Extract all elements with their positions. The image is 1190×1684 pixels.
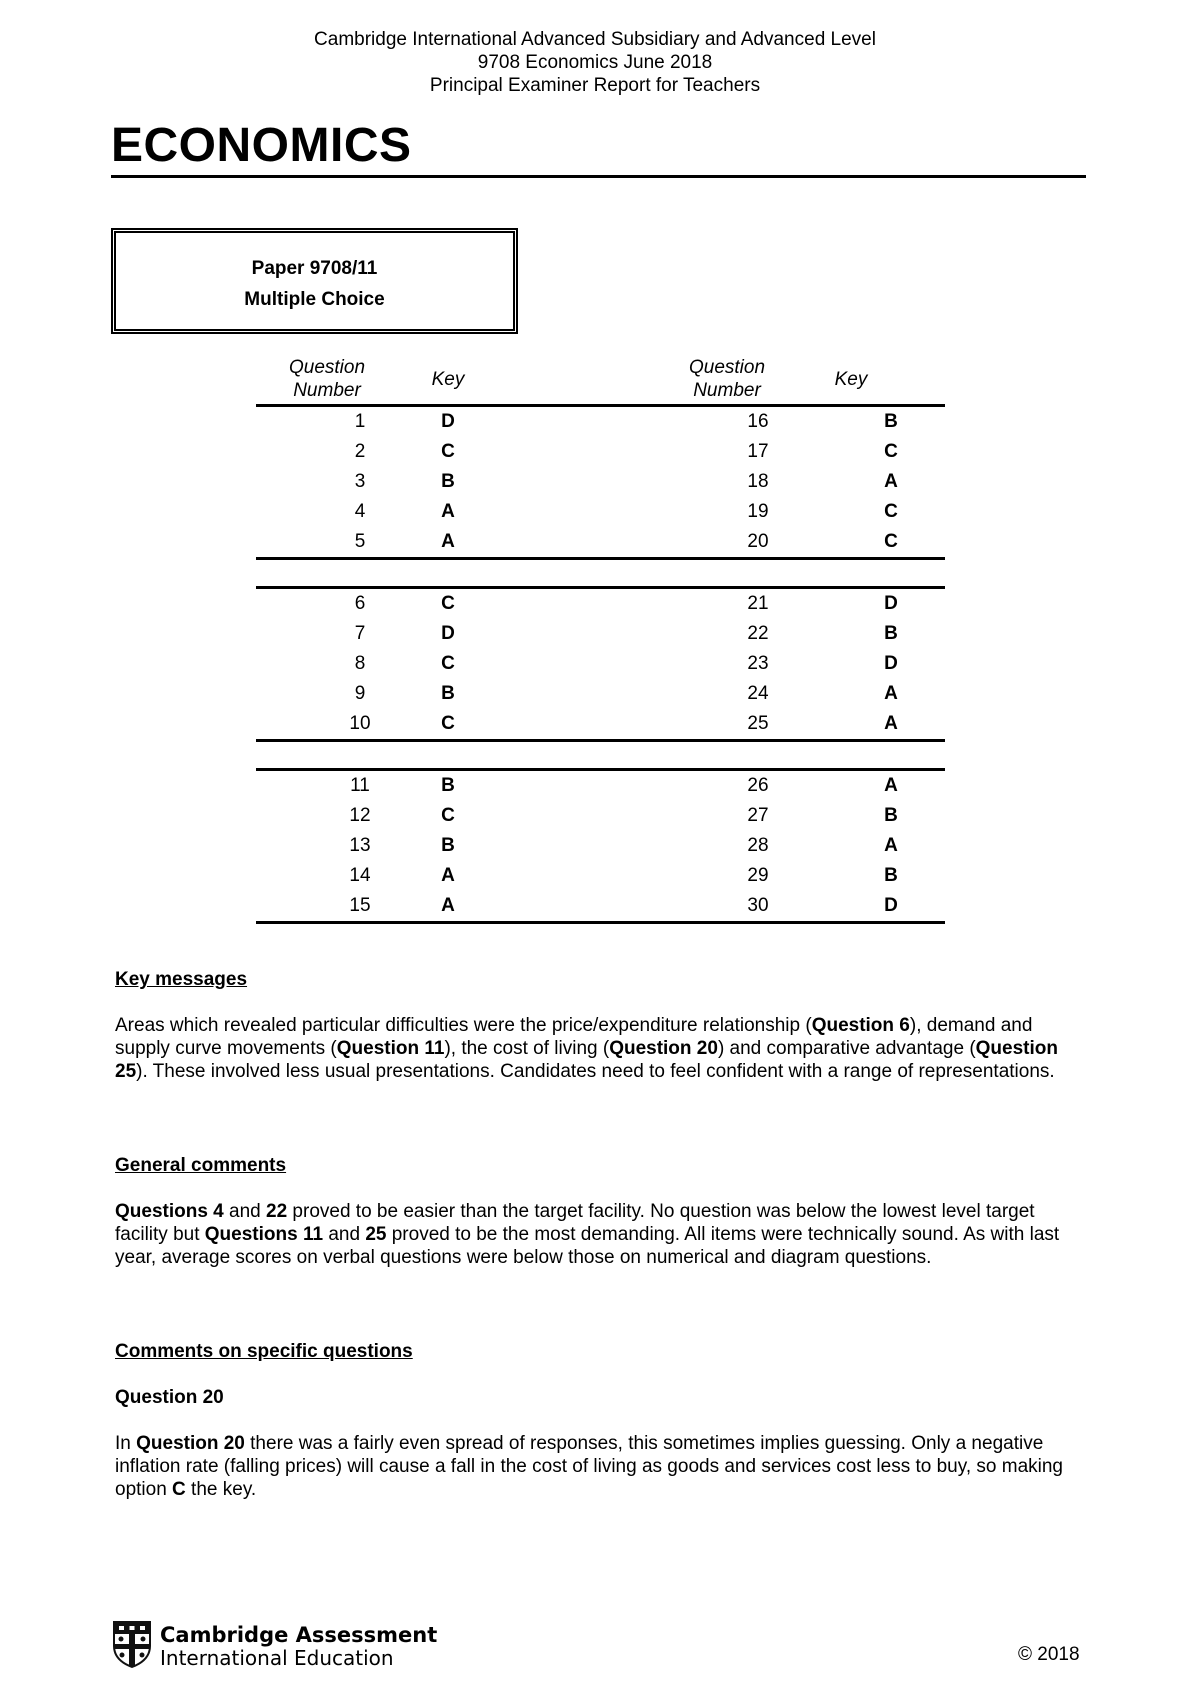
answer-key: D (441, 411, 455, 432)
question-number: 9 (354, 683, 366, 704)
table-group (256, 586, 945, 742)
question-20-heading: Question 20 (115, 1387, 224, 1408)
answer-key: A (441, 865, 455, 886)
table-row (256, 861, 945, 891)
logo-line-1: Cambridge Assessment (160, 1622, 438, 1647)
header-line-3: Principal Examiner Report for Teachers (429, 75, 761, 96)
question-number: 17 (747, 441, 769, 462)
answer-key: B (884, 865, 898, 886)
header-key-right: Key (834, 369, 868, 390)
answer-key: D (884, 593, 898, 614)
answer-key: A (441, 895, 455, 916)
answer-key: A (884, 683, 898, 704)
answer-key: B (884, 411, 898, 432)
table-group (256, 768, 945, 924)
table-header (256, 352, 945, 407)
header-line-1: Cambridge International Advanced Subsidiary and Advanced Level (314, 29, 876, 50)
general-comments-heading: General comments (115, 1155, 287, 1176)
table-row (256, 649, 945, 679)
table-row (256, 437, 945, 467)
answer-key: B (441, 471, 455, 492)
answer-key: B (441, 683, 455, 704)
answer-key: C (884, 531, 898, 552)
table-row (256, 407, 945, 437)
table-row (256, 831, 945, 861)
table-row (256, 497, 945, 527)
question-number: 16 (747, 411, 769, 432)
general-comments-paragraph: Questions 4 and 22 proved to be easier than the target facility. No question was below the lowest level target facility but Questions 11 and 25 proved to be the most demanding. All items were technically sound. As with last year, average scores on verbal questions were below those on numerical and diagram questions. (115, 1201, 1060, 1268)
answer-key: B (441, 835, 455, 856)
table-row (256, 771, 945, 801)
header-key-left: Key (431, 369, 465, 390)
question-number: 30 (747, 895, 769, 916)
question-number: 10 (349, 713, 371, 734)
key-messages-section (115, 968, 1075, 1083)
question-number: 28 (747, 835, 769, 856)
specific-comments-heading: Comments on specific questions (115, 1341, 413, 1362)
specific-comments-section (115, 1340, 1075, 1501)
logo-wordmark (160, 1624, 437, 1670)
general-comments-section (115, 1154, 1075, 1269)
answer-key: A (884, 835, 898, 856)
question-number: 3 (354, 471, 366, 492)
header-question-number-right: Question Number (688, 357, 766, 401)
question-number: 26 (747, 775, 769, 796)
answer-key: C (441, 441, 455, 462)
answer-key: B (441, 775, 455, 796)
answer-key: D (884, 653, 898, 674)
report-header (0, 28, 1190, 97)
paper-type: Multiple Choice (244, 289, 385, 310)
question-20-paragraph: In Question 20 there was a fairly even spread of responses, this sometimes implies guessing. Only a negative inflation rate (falling prices) will cause a fall in the cost of living as goods and services cost less to buy, so making option C the key. (115, 1433, 1063, 1500)
answer-key: A (884, 471, 898, 492)
header-line-2: 9708 Economics June 2018 (477, 52, 713, 73)
question-number: 11 (350, 775, 370, 796)
key-messages-paragraph: Areas which revealed particular difficulties were the price/expenditure relationship (Question 6), demand and supply curve movements (Question 11), the cost of living (Question 20) and comparative advantage (Question 25). These involved less usual presentations. Candidates need to feel confident with a range of representations. (115, 1015, 1058, 1082)
question-number: 6 (354, 593, 366, 614)
answer-key: C (884, 501, 898, 522)
answer-key: B (884, 623, 898, 644)
answer-key: D (441, 623, 455, 644)
question-number: 22 (747, 623, 769, 644)
answer-key: C (441, 593, 455, 614)
cambridge-crest-icon (112, 1620, 152, 1673)
table-row (256, 709, 945, 739)
question-number: 27 (747, 805, 769, 826)
answer-key: B (884, 805, 898, 826)
table-row (256, 679, 945, 709)
table-group (256, 407, 945, 560)
answer-key: A (441, 501, 455, 522)
question-number: 2 (354, 441, 366, 462)
table-row (256, 467, 945, 497)
question-number: 23 (747, 653, 769, 674)
cambridge-logo (112, 1620, 437, 1673)
question-number: 14 (349, 865, 371, 886)
question-number: 21 (747, 593, 769, 614)
question-number: 15 (349, 895, 371, 916)
question-number: 25 (747, 713, 769, 734)
table-row (256, 801, 945, 831)
answer-key-table (256, 352, 945, 924)
answer-key: C (884, 441, 898, 462)
table-row (256, 527, 945, 557)
answer-key: A (884, 713, 898, 734)
question-number: 4 (354, 501, 366, 522)
question-number: 19 (747, 501, 769, 522)
key-messages-heading: Key messages (115, 969, 248, 990)
question-number: 1 (354, 411, 366, 432)
question-number: 7 (354, 623, 366, 644)
table-row (256, 891, 945, 921)
table-body (256, 407, 945, 924)
question-number: 8 (354, 653, 366, 674)
table-row (256, 589, 945, 619)
logo-line-2: International Education (160, 1645, 394, 1670)
table-row (256, 619, 945, 649)
answer-key: C (441, 713, 455, 734)
paper-box (111, 228, 518, 334)
question-number: 20 (747, 531, 769, 552)
question-number: 29 (747, 865, 769, 886)
answer-key: A (884, 775, 898, 796)
answer-key: C (441, 653, 455, 674)
answer-key: A (441, 531, 455, 552)
answer-key: D (884, 895, 898, 916)
page-title: ECONOMICS (111, 118, 1086, 178)
question-number: 18 (747, 471, 769, 492)
copyright: © 2018 (1018, 1644, 1080, 1665)
paper-code: Paper 9708/11 (251, 258, 378, 279)
answer-key: C (441, 805, 455, 826)
header-question-number-left: Question Number (288, 357, 366, 401)
question-number: 24 (747, 683, 769, 704)
question-number: 12 (349, 805, 371, 826)
question-number: 5 (354, 531, 366, 552)
question-number: 13 (349, 835, 371, 856)
